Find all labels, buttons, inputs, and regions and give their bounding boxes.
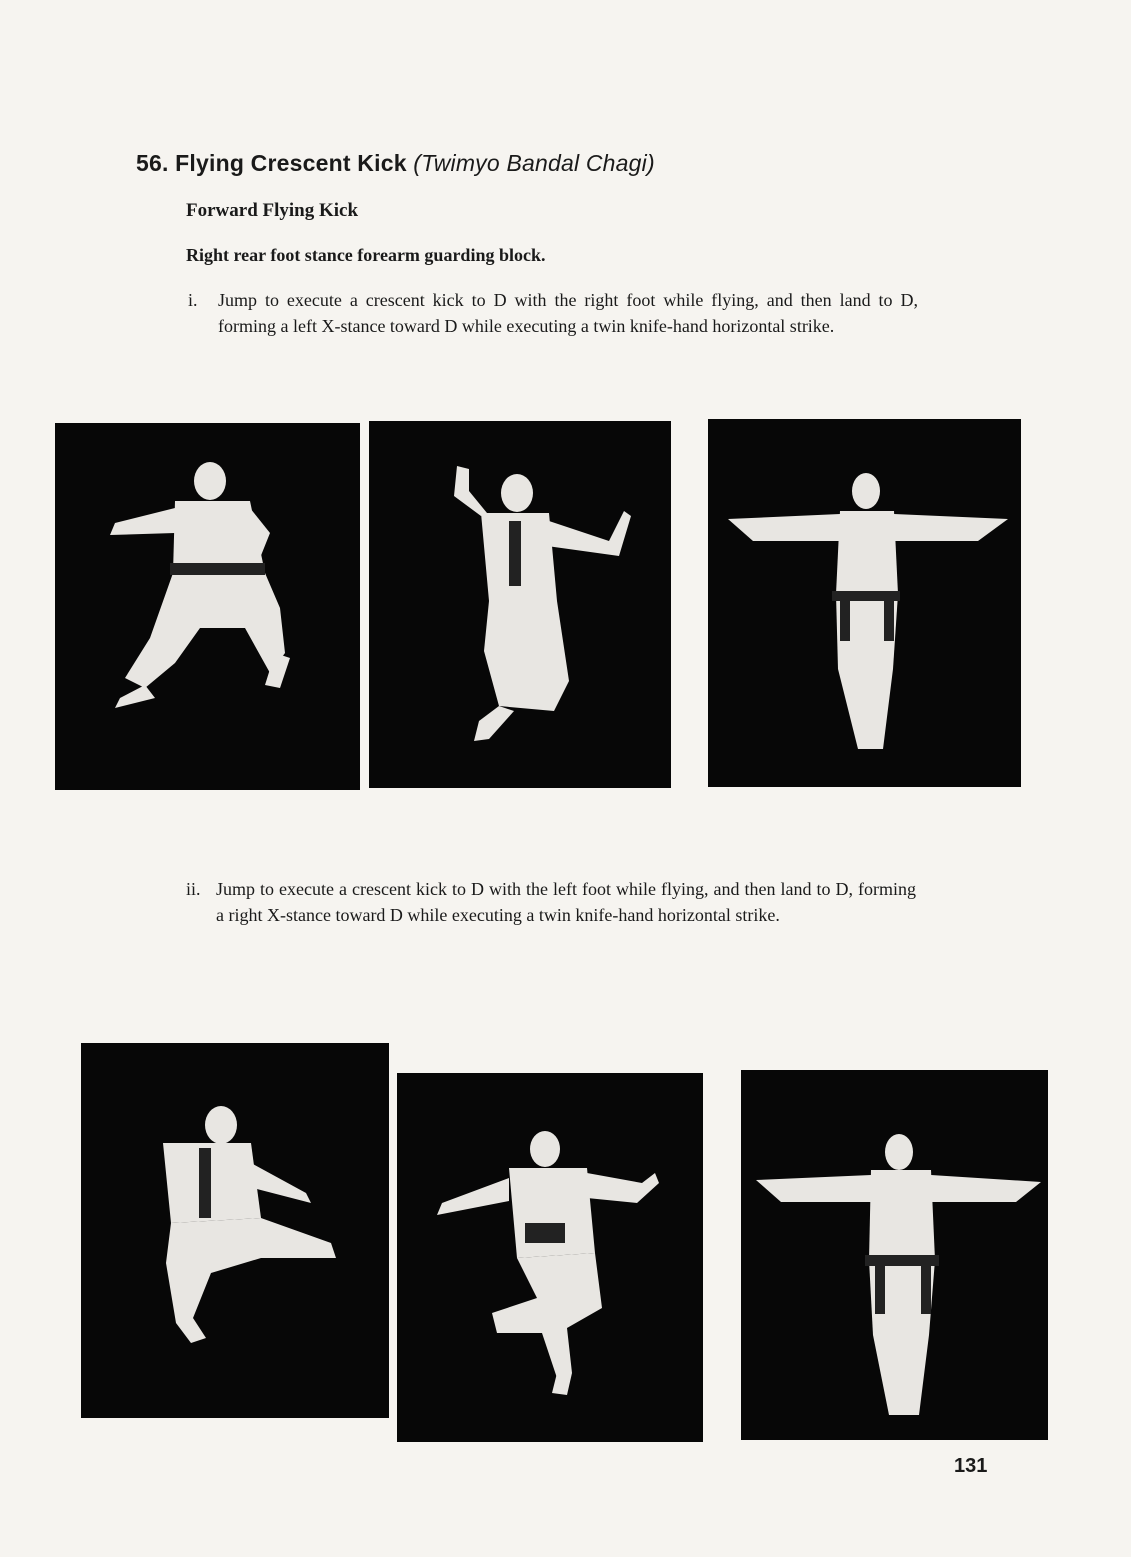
photo-step2-jump <box>397 1073 703 1442</box>
step-2 <box>186 876 916 928</box>
photo-step1-jump <box>55 423 360 790</box>
page-title <box>136 150 655 177</box>
photo-step1-landing <box>708 419 1021 787</box>
photo-step2-landing <box>741 1070 1048 1440</box>
heading-number: 56. <box>136 150 169 176</box>
page-number: 131 <box>954 1455 988 1477</box>
heading-subtitle: (Twimyo Bandal Chagi) <box>413 150 655 176</box>
section-title: Forward Flying Kick <box>186 200 359 221</box>
photo-step1-kick <box>369 421 671 788</box>
photo-step2-kick <box>81 1043 389 1418</box>
heading-title: Flying Crescent Kick <box>175 150 407 176</box>
step-1-text: Jump to execute a crescent kick to D with the right foot while flying, and then land to D, forming a left X-stance toward D while executing a twin knife-hand horizontal strike. <box>218 290 918 336</box>
step-1 <box>188 287 918 339</box>
starting-position: Right rear foot stance forearm guarding block. <box>186 245 546 265</box>
step-1-marker: i. <box>188 290 198 310</box>
step-2-text: Jump to execute a crescent kick to D with the left foot while flying, and then land to D, forming a right X-stance toward D while executing a twin knife-hand horizontal strike. <box>216 879 916 925</box>
step-2-marker: ii. <box>186 879 201 899</box>
